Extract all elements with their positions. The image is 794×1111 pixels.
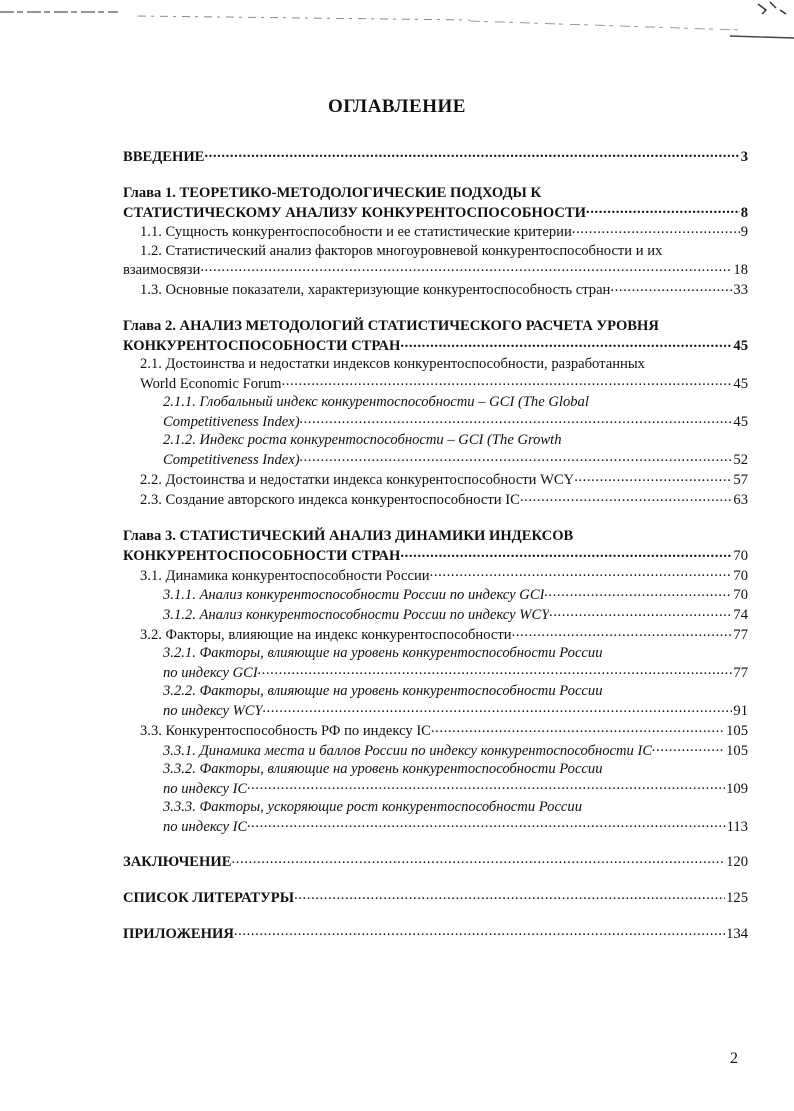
toc-label: ПРИЛОЖЕНИЯ [123,925,234,942]
toc-page: 70 [733,587,748,604]
toc-label: 2.3. Создание авторского индекса конкурентоспособности IC [140,491,520,508]
toc-entry-3-3-3[interactable] [123,816,748,836]
toc-label: по индексу IC [163,780,248,797]
toc-page: 91 [733,702,748,719]
toc-label: 1.1. Сущность конкурентоспособности и ее статистические критерии [140,224,572,241]
toc-label: ВВЕДЕНИЕ [123,148,205,165]
toc-entry-chapter-1[interactable] [123,202,748,222]
toc-entry-3-1[interactable] [123,565,748,585]
toc-label: 3.1.2. Анализ конкурентоспособности России по индексу WCY [163,607,550,624]
toc-page: 45 [733,414,748,431]
toc-label: Competitiveness Index) [163,414,300,431]
scan-artifacts [0,0,794,50]
toc-label: по индексу IC [163,818,248,835]
toc-entry-3-1-1[interactable] [123,585,748,605]
toc-entry-2-1-2[interactable] [123,450,748,470]
toc-entry-3-2-1-line1: 3.2.1. Факторы, влияющие на уровень конкурентоспособности России [163,645,603,662]
toc-page: 8 [740,204,748,221]
toc-label: по индексу GCI [163,664,258,681]
toc-label: 3.2. Факторы, влияющие на индекс конкурентоспособности [140,626,512,643]
page-title: ОГЛАВЛЕНИЕ [328,96,466,117]
toc-entry-1-2[interactable] [123,260,748,280]
toc-entry-3-3-2[interactable] [123,778,748,798]
toc-page: 70 [733,547,748,564]
toc-entry-chapter-2[interactable] [123,336,748,356]
toc-label: 2.2. Достоинства и недостатки индекса конкурентоспособности WCY [140,471,575,488]
toc-page: 52 [733,452,748,469]
toc-chapter-1-title: Глава 1. ТЕОРЕТИКО-МЕТОДОЛОГИЧЕСКИЕ ПОДХОДЫ К [123,184,542,201]
toc-entry-3-2-1[interactable] [123,662,748,682]
toc-page: 45 [733,338,748,355]
toc-entry-3-2-2-line1: 3.2.2. Факторы, влияющие на уровень конкурентоспособности России [163,683,603,700]
toc-page: 125 [726,890,748,907]
toc-label: 3.3.1. Динамика места и баллов России по индексу конкурентоспособности IC [163,742,653,759]
toc-entry-1-3[interactable] [123,280,748,300]
toc-entry-2-1-2-line1: 2.1.2. Индекс роста конкурентоспособности – GCI (The Growth [163,432,562,449]
toc-page: 105 [726,722,748,739]
toc-label: по индексу WCY [163,702,263,719]
toc-page: 70 [733,567,748,584]
toc-entry-references[interactable] [123,888,748,908]
toc-entry-2-2[interactable] [123,469,748,489]
toc-entry-intro[interactable] [123,146,748,166]
toc-entry-2-1[interactable] [123,374,748,394]
toc-entry-chapter-3[interactable] [123,545,748,565]
toc-page: 105 [726,742,748,759]
toc-page: 18 [733,262,748,279]
toc-chapter-2-title: Глава 2. АНАЛИЗ МЕТОДОЛОГИЙ СТАТИСТИЧЕСКОГО РАСЧЕТА УРОВНЯ [123,318,659,335]
toc-entry-3-3-1[interactable] [123,740,748,760]
toc-page: 33 [733,282,748,299]
toc-entry-1-1[interactable] [123,222,748,242]
toc-entry-2-1-1-line1: 2.1.1. Глобальный индекс конкурентоспособности – GCI (The Global [163,394,589,411]
toc-page: 113 [726,818,748,835]
toc-entry-appendices[interactable] [123,923,748,943]
toc-page: 120 [726,854,748,871]
toc-entry-3-1-2[interactable] [123,605,748,625]
table-of-contents [123,146,748,943]
toc-entry-3-3-3-line1: 3.3.3. Факторы, ускоряющие рост конкурентоспособности России [163,798,582,815]
toc-label: КОНКУРЕНТОСПОСОБНОСТИ СТРАН [123,338,401,355]
toc-label: World Economic Forum [140,376,282,393]
toc-entry-2-1-line1: 2.1. Достоинства и недостатки индексов конкурентоспособности, разработанных [140,356,645,373]
toc-chapter-3-title: Глава 3. СТАТИСТИЧЕСКИЙ АНАЛИЗ ДИНАМИКИ ИНДЕКСОВ [123,527,574,544]
toc-page: 63 [733,491,748,508]
toc-page: 134 [726,925,748,942]
toc-entry-3-3-2-line1: 3.3.2. Факторы, влияющие на уровень конкурентоспособности России [163,760,603,777]
toc-label: Competitiveness Index) [163,452,300,469]
page-number: 2 [730,1050,738,1067]
toc-page: 57 [733,471,748,488]
toc-entry-3-2-2[interactable] [123,700,748,720]
toc-label: 3.1. Динамика конкурентоспособности России [140,567,430,584]
toc-page: 9 [740,224,748,241]
toc-label: СТАТИСТИЧЕСКОМУ АНАЛИЗУ КОНКУРЕНТОСПОСОБНОСТИ [123,204,587,221]
toc-label: 1.3. Основные показатели, характеризующие конкурентоспособность стран [140,282,611,299]
toc-label: СПИСОК ЛИТЕРАТУРЫ [123,890,295,907]
toc-label: ЗАКЛЮЧЕНИЕ [123,854,232,871]
toc-page: 45 [733,376,748,393]
toc-label: 3.3. Конкурентоспособность РФ по индексу IC [140,722,431,739]
toc-entry-3-3[interactable] [123,720,748,740]
toc-entry-2-1-1[interactable] [123,412,748,432]
toc-entry-3-2[interactable] [123,624,748,644]
toc-page: 74 [733,607,748,624]
toc-label: 3.1.1. Анализ конкурентоспособности России по индексу GCI [163,587,545,604]
toc-page: 77 [733,626,748,643]
toc-page: 3 [740,148,748,165]
toc-entry-2-3[interactable] [123,489,748,509]
toc-entry-1-2-line1: 1.2. Статистический анализ факторов многоуровневой конкурентоспособности и их [140,242,663,259]
toc-page: 77 [733,664,748,681]
toc-page: 109 [726,780,748,797]
toc-label: КОНКУРЕНТОСПОСОБНОСТИ СТРАН [123,547,401,564]
toc-entry-conclusion[interactable] [123,852,748,872]
toc-label: взаимосвязи [123,262,201,279]
